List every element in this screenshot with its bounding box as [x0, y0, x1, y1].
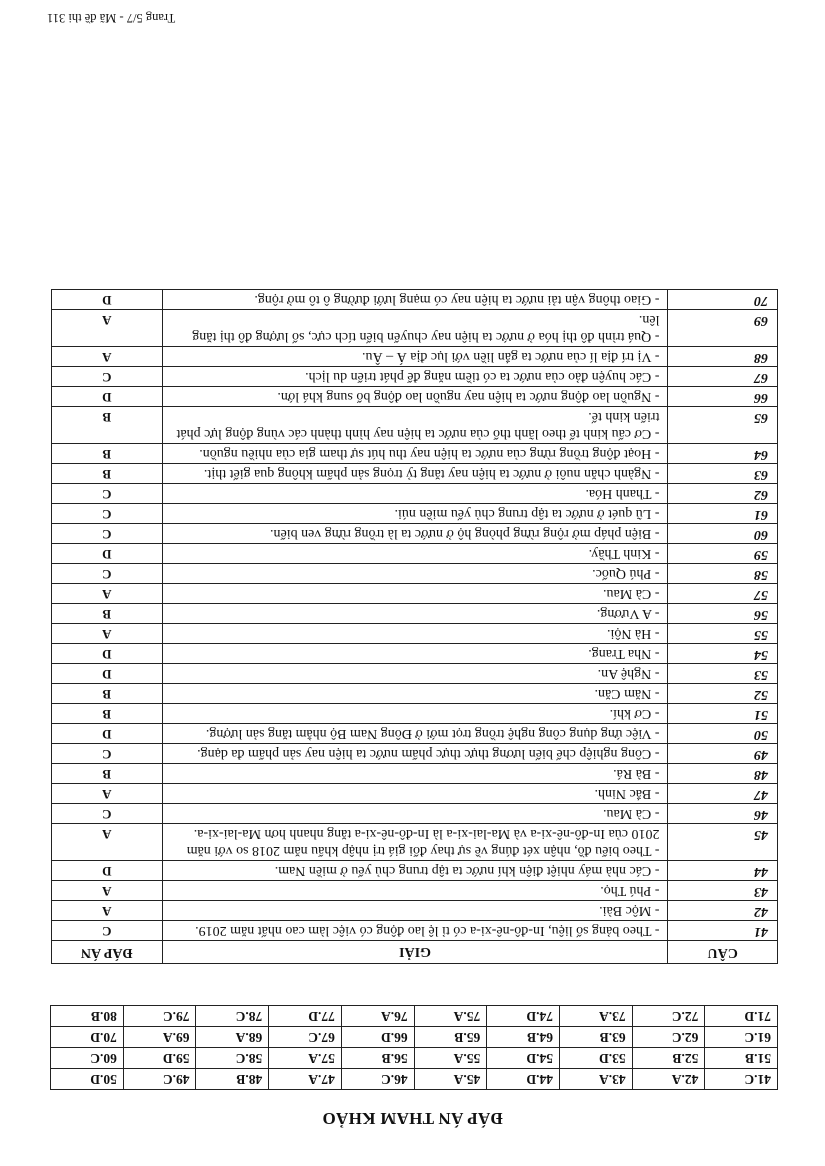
table-row [52, 524, 778, 544]
summary-cell: 44.D [487, 1069, 560, 1090]
question-number: 61 [668, 504, 778, 524]
answer-letter: C [52, 484, 163, 504]
answer-letter: A [52, 901, 163, 921]
summary-cell: 69.A [123, 1027, 196, 1048]
answer-letter: D [52, 644, 163, 664]
question-number: 44 [668, 861, 778, 881]
page-footer: Trang 5/7 - Mã đề thi 311 [47, 11, 176, 25]
table-row [52, 764, 778, 784]
question-number: 52 [668, 684, 778, 704]
summary-row [51, 1069, 778, 1090]
answer-letter: D [52, 664, 163, 684]
summary-cell: 58.C [196, 1048, 269, 1069]
question-number: 58 [668, 564, 778, 584]
solution-text: - Cà Mau. [162, 584, 668, 604]
question-number: 60 [668, 524, 778, 544]
table-row [52, 881, 778, 901]
question-number: 68 [668, 347, 778, 367]
question-number: 70 [668, 290, 778, 310]
question-number: 69 [668, 310, 778, 347]
header-solution: GIẢI [162, 941, 668, 964]
summary-cell: 43.A [559, 1069, 632, 1090]
question-number: 67 [668, 367, 778, 387]
solution-text: - Các nhà máy nhiệt điện khí nước ta tập trung chủ yếu ở miền Nam. [162, 861, 668, 881]
summary-cell: 42.A [632, 1069, 705, 1090]
solution-text: - Việc ứng dụng công nghệ trồng trọt mới ở Đông Nam Bộ nhằm tăng sản lượng. [162, 724, 668, 744]
table-row [52, 407, 778, 444]
table-row [52, 804, 778, 824]
question-number: 64 [668, 444, 778, 464]
solution-text: - Quá trình đô thị hóa ở nước ta hiện nay chuyển biến tích cực, số lượng đô thị tăng lên. [162, 310, 668, 347]
question-number: 42 [668, 901, 778, 921]
question-number: 48 [668, 764, 778, 784]
summary-cell: 63.B [559, 1027, 632, 1048]
header-question: CÂU [668, 941, 778, 964]
question-number: 46 [668, 804, 778, 824]
solution-text: - Nghệ An. [162, 664, 668, 684]
summary-cell: 64.B [487, 1027, 560, 1048]
solution-text: - Cơ khí. [162, 704, 668, 724]
table-row [52, 604, 778, 624]
summary-cell: 54.D [487, 1048, 560, 1069]
table-row [52, 367, 778, 387]
question-number: 63 [668, 464, 778, 484]
summary-cell: 56.B [341, 1048, 414, 1069]
table-row [52, 347, 778, 367]
answer-letter: B [52, 704, 163, 724]
answer-letter: C [52, 564, 163, 584]
answer-letter: D [52, 861, 163, 881]
table-row [52, 584, 778, 604]
summary-cell: 68.A [196, 1027, 269, 1048]
question-number: 53 [668, 664, 778, 684]
summary-row [51, 1006, 778, 1027]
answer-letter: B [52, 684, 163, 704]
solution-text: - Năm Căn. [162, 684, 668, 704]
solution-text: - Theo bảng số liệu, In-đô-nê-xi-a có tỉ lệ lao động có việc làm cao nhất năm 2019. [162, 921, 668, 941]
header-answer: ĐÁP ÁN [52, 941, 163, 964]
answer-letter: C [52, 804, 163, 824]
table-row [52, 564, 778, 584]
solution-text: - Biện pháp mở rộng rừng phòng hộ ở nước ta là trồng rừng ven biển. [162, 524, 668, 544]
table-row [52, 744, 778, 764]
solution-text: - Phú Thọ. [162, 881, 668, 901]
solution-text: - Thanh Hóa. [162, 484, 668, 504]
question-number: 62 [668, 484, 778, 504]
solution-text: - Vị trí địa lí của nước ta gắn liền với lục địa Á – Âu. [162, 347, 668, 367]
table-row [52, 310, 778, 347]
question-number: 43 [668, 881, 778, 901]
solution-text: - Kinh Thầy. [162, 544, 668, 564]
solution-text: - Giao thông vận tải nước ta hiện nay có mạng lưới đường ô tô mở rộng. [162, 290, 668, 310]
summary-cell: 55.A [414, 1048, 487, 1069]
answer-letter: B [52, 407, 163, 444]
question-number: 59 [668, 544, 778, 564]
answer-letter: B [52, 464, 163, 484]
answer-letter: A [52, 881, 163, 901]
summary-cell: 79.C [123, 1006, 196, 1027]
summary-row [51, 1048, 778, 1069]
summary-cell: 62.C [632, 1027, 705, 1048]
summary-cell: 50.D [51, 1069, 124, 1090]
summary-cell: 45.A [414, 1069, 487, 1090]
table-row [52, 624, 778, 644]
summary-cell: 51.B [705, 1048, 778, 1069]
table-row [52, 444, 778, 464]
question-number: 56 [668, 604, 778, 624]
question-number: 66 [668, 387, 778, 407]
summary-cell: 59.D [123, 1048, 196, 1069]
answer-detail-table [51, 289, 778, 964]
summary-cell: 41.C [705, 1069, 778, 1090]
answer-letter: C [52, 504, 163, 524]
question-number: 50 [668, 724, 778, 744]
table-row [52, 861, 778, 881]
answer-letter: A [52, 824, 163, 861]
answer-letter: C [52, 921, 163, 941]
summary-cell: 80.B [51, 1006, 124, 1027]
table-row [52, 921, 778, 941]
solution-text: - Nha Trang. [162, 644, 668, 664]
answer-letter: A [52, 310, 163, 347]
summary-cell: 48.B [196, 1069, 269, 1090]
solution-text: - Lũ quét ở nước ta tập trung chủ yếu miền núi. [162, 504, 668, 524]
solution-text: - Hoạt động trồng rừng của nước ta hiện nay thu hút sự tham gia của nhiều nguồn. [162, 444, 668, 464]
summary-cell: 73.A [559, 1006, 632, 1027]
summary-cell: 49.C [123, 1069, 196, 1090]
solution-text: - Công nghiệp chế biến lương thực thực phẩm nước ta hiện nay sản phẩm đa dạng. [162, 744, 668, 764]
answer-letter: B [52, 764, 163, 784]
summary-cell: 71.D [705, 1006, 778, 1027]
summary-cell: 61.C [705, 1027, 778, 1048]
summary-cell: 65.B [414, 1027, 487, 1048]
solution-text: - Cơ cấu kinh tế theo lãnh thổ của nước ta hiện nay hình thành các vùng động lực phát triển kinh tế. [162, 407, 668, 444]
answer-letter: C [52, 524, 163, 544]
summary-cell: 66.D [341, 1027, 414, 1048]
answer-letter: A [52, 784, 163, 804]
table-row [52, 644, 778, 664]
answer-summary-table [50, 1005, 778, 1090]
question-number: 45 [668, 824, 778, 861]
summary-cell: 75.A [414, 1006, 487, 1027]
solution-text: - Mộc Bài. [162, 901, 668, 921]
table-row [52, 504, 778, 524]
table-row [52, 901, 778, 921]
table-header-row [52, 941, 778, 964]
summary-row [51, 1027, 778, 1048]
solution-text: - Theo biểu đồ, nhận xét đúng về sự thay đổi giá trị nhập khẩu năm 2018 so với năm 2010 của In-đô-nê-xi-a và Ma-lai-xi-a là In-đô-nê-xi-a tăng nhanh hơn Ma-lai-xi-a. [162, 824, 668, 861]
answer-letter: C [52, 367, 163, 387]
summary-cell: 57.A [269, 1048, 342, 1069]
summary-cell: 78.C [196, 1006, 269, 1027]
summary-cell: 77.D [269, 1006, 342, 1027]
question-number: 55 [668, 624, 778, 644]
solution-text: - Ngành chăn nuôi ở nước ta hiện nay tăng tỷ trọng sản phẩm không qua giết thịt. [162, 464, 668, 484]
table-row [52, 704, 778, 724]
solution-text: - Bà Rá. [162, 764, 668, 784]
question-number: 41 [668, 921, 778, 941]
table-row [52, 387, 778, 407]
summary-cell: 60.C [51, 1048, 124, 1069]
table-row [52, 464, 778, 484]
question-number: 54 [668, 644, 778, 664]
table-row [52, 544, 778, 564]
solution-text: - Nguồn lao động nước ta hiện nay nguồn lao động bổ sung khá lớn. [162, 387, 668, 407]
table-row [52, 484, 778, 504]
solution-text: - Hà Nội. [162, 624, 668, 644]
answer-letter: D [52, 724, 163, 744]
table-row [52, 724, 778, 744]
answer-letter: A [52, 624, 163, 644]
page-title: ĐÁP ÁN THAM KHẢO [322, 1109, 503, 1128]
answer-letter: D [52, 544, 163, 564]
solution-text: - Phú Quốc. [162, 564, 668, 584]
question-number: 49 [668, 744, 778, 764]
answer-letter: B [52, 444, 163, 464]
summary-cell: 70.D [51, 1027, 124, 1048]
summary-cell: 52.B [632, 1048, 705, 1069]
answer-letter: C [52, 744, 163, 764]
table-row [52, 290, 778, 310]
summary-cell: 46.C [341, 1069, 414, 1090]
answer-letter: A [52, 584, 163, 604]
table-row [52, 824, 778, 861]
summary-cell: 53.D [559, 1048, 632, 1069]
answer-letter: B [52, 604, 163, 624]
summary-cell: 76.A [341, 1006, 414, 1027]
answer-letter: D [52, 290, 163, 310]
summary-cell: 74.D [487, 1006, 560, 1027]
solution-text: - Cà Mau. [162, 804, 668, 824]
table-row [52, 784, 778, 804]
question-number: 47 [668, 784, 778, 804]
summary-cell: 47.A [269, 1069, 342, 1090]
summary-cell: 67.C [269, 1027, 342, 1048]
table-row [52, 664, 778, 684]
question-number: 57 [668, 584, 778, 604]
solution-text: - Bắc Ninh. [162, 784, 668, 804]
summary-cell: 72.C [632, 1006, 705, 1027]
question-number: 51 [668, 704, 778, 724]
question-number: 65 [668, 407, 778, 444]
answer-letter: A [52, 347, 163, 367]
solution-text: - A Vương. [162, 604, 668, 624]
solution-text: - Các huyện đảo của nước ta có tiềm năng để phát triển du lịch. [162, 367, 668, 387]
table-row [52, 684, 778, 704]
answer-letter: D [52, 387, 163, 407]
